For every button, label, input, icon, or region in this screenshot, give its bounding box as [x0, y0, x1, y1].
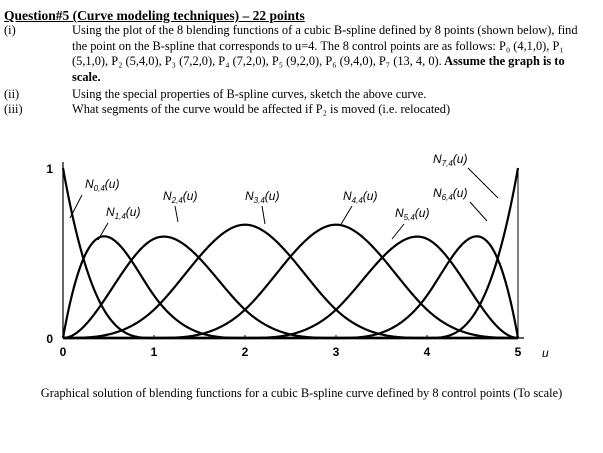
basis-curve-4: [63, 225, 518, 338]
question-title: Question#5 (Curve modeling techniques) – 22 points: [4, 8, 305, 23]
label-leader-line: [262, 206, 265, 224]
item-number: (iii): [4, 102, 23, 116]
item-number: (ii): [4, 87, 20, 101]
item-text-bold: Assume the graph is to scale.: [72, 54, 565, 84]
curve-label-n5: $N_{5,4}(u)$: [395, 206, 430, 222]
basis-curve-6: [63, 236, 518, 338]
item-number: (i): [4, 23, 16, 37]
label-leader-line: [470, 202, 487, 221]
label-leader-line: [392, 224, 404, 239]
x-tick-label: 1: [150, 345, 158, 359]
blending-functions-chart: [0, 140, 603, 380]
curve-label-n1: $N_{1,4}(u)$: [106, 205, 141, 221]
label-leader-line: [175, 206, 178, 222]
label-leader-line: [468, 168, 498, 198]
x-tick-label: 0: [59, 345, 67, 359]
x-tick-label: 5: [514, 345, 522, 359]
label-leader-line: [340, 206, 352, 226]
basis-curve-5: [63, 237, 518, 338]
curve-label-n0: $N_{0,4}(u)$: [85, 177, 120, 193]
basis-curve-1: [63, 236, 518, 338]
basis-curve-3: [63, 225, 518, 338]
y-tick-label: 1: [46, 162, 53, 176]
curve-label-n2: $N_{2,4}(u)$: [163, 189, 198, 205]
item-text: What segments of the curve would be affected if P₂ is moved (i.e. relocated): [72, 102, 451, 116]
curve-label-n3: $N_{3,4}(u)$: [245, 189, 280, 205]
curve-label-n4: $N_{4,4}(u)$: [343, 189, 378, 205]
x-tick-label: 4: [423, 345, 431, 359]
x-tick-label: 2: [241, 345, 249, 359]
basis-curve-2: [63, 237, 518, 338]
item-text: Using the special properties of B-spline curves, sketch the above curve.: [72, 87, 427, 101]
curve-label-n6: $N_{6,4}(u)$: [433, 186, 468, 202]
label-leader-line: [70, 195, 82, 218]
x-tick-label: 3: [332, 345, 340, 359]
item-text: [72, 23, 582, 85]
x-axis-label: u: [542, 346, 549, 360]
y-tick-label: 0: [46, 332, 53, 346]
chart-labels: [46, 152, 549, 360]
figure-caption: Graphical solution of blending functions for a cubic B-spline curve defined by 8 control points (To scale): [40, 386, 563, 400]
curve-label-n7: $N_{7,4}(u)$: [433, 152, 468, 168]
item-text-main: Using the plot of the 8 blending functions of a cubic B-spline defined by 8 points (shown below), find the point on the B-spline that corresponds to u=4. The 8 control points are as follows: P₀ (4,1,0), P₁ (5,1,0), P₂ (5,4,0), P₃ (7,2,0), P₄ (7,2,0), P₅ (9,2,0), P₆ (9,4,0), P₇ (13, 4, 0).: [72, 23, 578, 69]
